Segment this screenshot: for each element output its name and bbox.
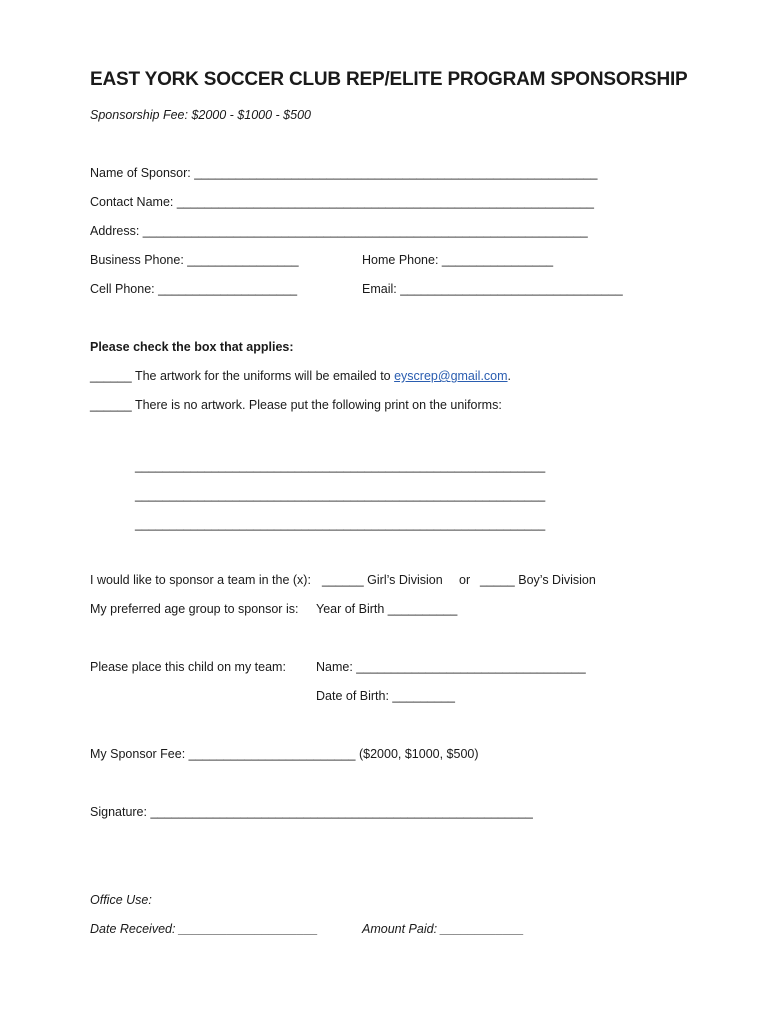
home-phone-field[interactable]: Home Phone: ________________ [362,253,554,267]
child-name-field[interactable]: Name: _________________________________ [316,660,586,674]
sponsorship-fee-line: Sponsorship Fee: $2000 - $1000 - $500 [90,108,311,122]
business-phone-field[interactable]: Business Phone: ________________ [90,253,299,267]
sponsor-name-field[interactable]: Name of Sponsor: __________________________________________________________ [90,166,598,180]
form-title: EAST YORK SOCCER CLUB REP/ELITE PROGRAM SPONSORSHIP [90,69,688,90]
child-dob-field[interactable]: Date of Birth: _________ [316,689,455,703]
boys-division-option[interactable]: _____ Boy’s Division [480,573,596,587]
email-field[interactable]: Email: ________________________________ [362,282,623,296]
amount-paid-field[interactable]: Amount Paid: ____________ [362,922,524,936]
date-received-field[interactable]: Date Received: ____________________ [90,922,318,936]
girls-division-option[interactable]: ______ Girl’s Division [322,573,443,587]
place-child-label: Please place this child on my team: [90,660,286,674]
no-artwork-option[interactable]: ______ There is no artwork. Please put the following print on the uniforms: [90,398,502,412]
year-of-birth-field[interactable]: Year of Birth __________ [316,602,458,616]
office-use-label: Office Use: [90,893,152,907]
artwork-email-period: . [507,369,512,383]
uniform-print-line[interactable]: ___________________________________________________________ [135,459,546,473]
artwork-email-checkbox-blank[interactable]: ______ [90,369,132,383]
age-group-label: My preferred age group to sponsor is: [90,602,299,616]
artwork-email-text: The artwork for the uniforms will be emailed to [134,369,395,383]
uniform-print-line[interactable]: ___________________________________________________________ [135,488,546,502]
uniform-print-line[interactable]: ___________________________________________________________ [135,517,546,531]
or-label: or [459,573,471,587]
sponsor-team-label: I would like to sponsor a team in the (x): [90,573,311,587]
address-field[interactable]: Address: ________________________________________________________________ [90,224,588,238]
artwork-email-option [90,368,511,384]
contact-email-link[interactable]: eyscrep@gmail.com [394,369,508,383]
sponsor-fee-field[interactable]: My Sponsor Fee: ________________________ ($2000, $1000, $500) [90,747,479,761]
signature-field[interactable]: Signature: _______________________________________________________ [90,805,533,819]
cell-phone-field[interactable]: Cell Phone: ____________________ [90,282,298,296]
check-box-heading: Please check the box that applies: [90,340,294,354]
contact-name-field[interactable]: Contact Name: ____________________________________________________________ [90,195,594,209]
